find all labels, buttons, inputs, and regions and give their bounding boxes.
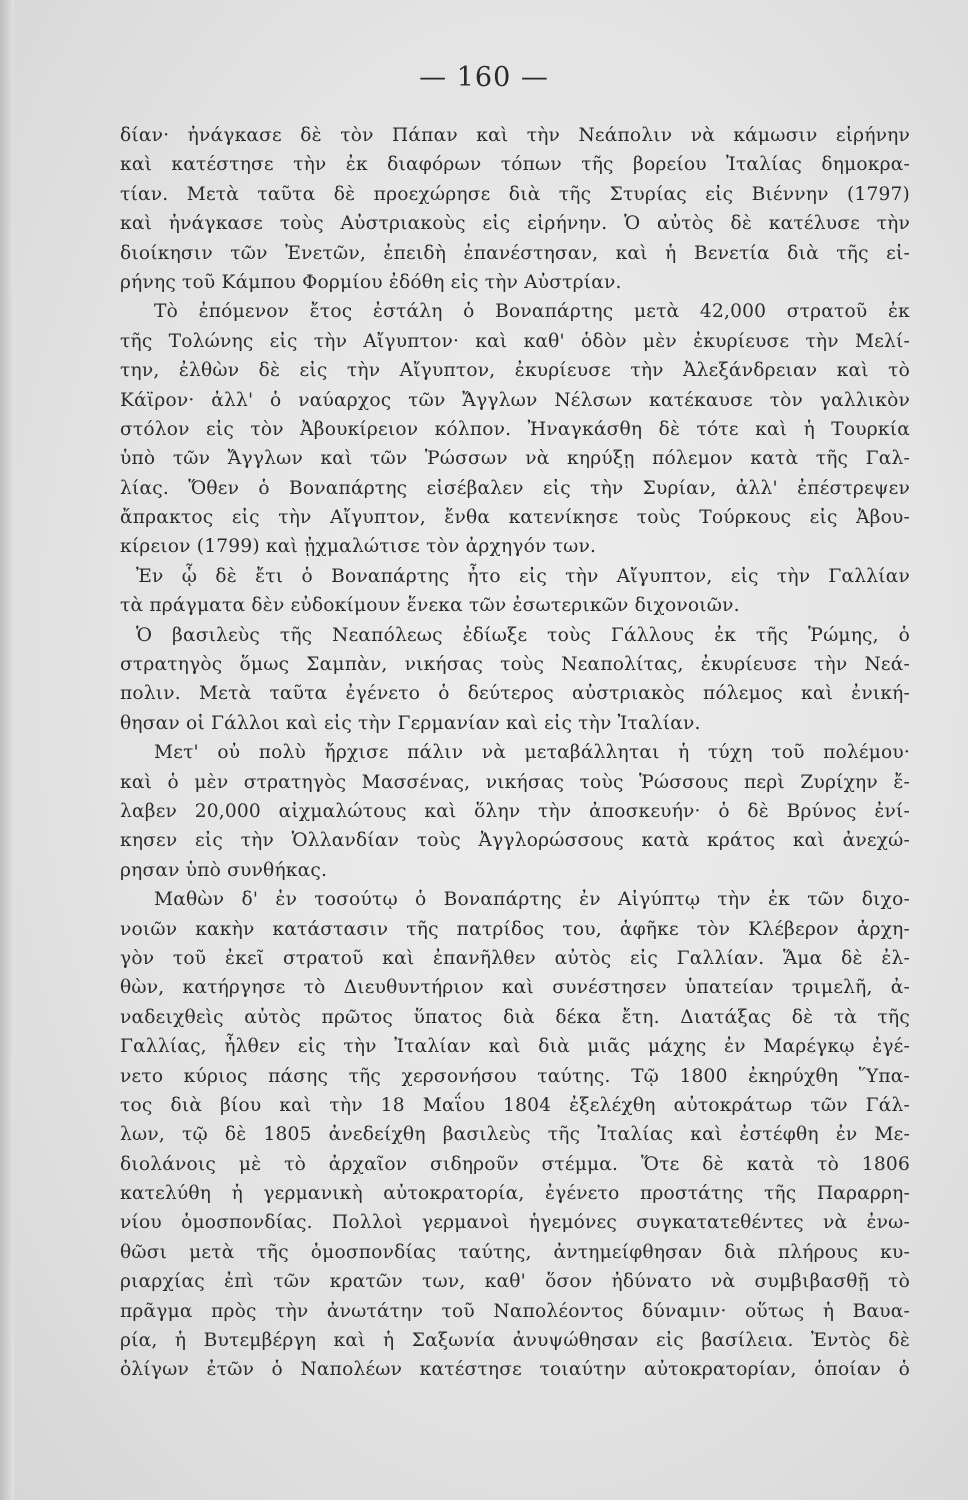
text-line: καὶ ἠνάγκασε τοὺς Αὐστριακοὺς εἰς εἰρήνην. Ὁ αὐτὸς δὲ κατέλυσε τὴν xyxy=(120,213,910,235)
text-line: γὸν τοῦ ἐκεῖ στρατοῦ καὶ ἐπανῆλθεν αὐτὸς εἰς Γαλλίαν. Ἅμα δὲ ἐλ- xyxy=(120,947,910,969)
text-line: ὀλίγων ἐτῶν ὁ Ναπολέων κατέστησε τοιαύτην αὐτοκρατορίαν, ὁποίαν ὁ xyxy=(120,1359,910,1381)
text-line: Ἐν ᾧ δὲ ἔτι ὁ Βοναπάρτης ἦτο εἰς τὴν Αἴγυπτον, εἰς τὴν Γαλλίαν xyxy=(136,565,910,587)
text-line: ρία, ἡ Βυτεμβέργη καὶ ἡ Σαξωνία ἀνυψώθησαν εἰς βασίλεια. Ἐντὸς δὲ xyxy=(120,1330,910,1352)
text-line: πρᾶγμα πρὸς τὴν ἀνωτάτην τοῦ Ναπολέοντος δύναμιν· οὕτως ἡ Βαυα- xyxy=(120,1300,910,1322)
text-line: νετο κύριος πάσης τῆς χερσονήσου ταύτης. Τῷ 1800 ἐκηρύχθη Ὕπα- xyxy=(120,1065,910,1087)
text-line: λων, τῷ δὲ 1805 ἀνεδείχθη βασιλεὺς τῆς Ἰταλίας καὶ ἐστέφθη ἐν Με- xyxy=(120,1124,910,1146)
text-line: Γαλλίας, ἦλθεν εἰς τὴν Ἰταλίαν καὶ διὰ μιᾶς μάχης ἐν Μαρέγκῳ ἐγέ- xyxy=(120,1036,910,1058)
text-line: λίας. Ὅθεν ὁ Βοναπάρτης εἰσέβαλεν εἰς τὴν Συρίαν, ἀλλ' ἐπέστρεψεν xyxy=(120,477,910,499)
text-line: λαβεν 20,000 αἰχμαλώτους καὶ ὅλην τὴν ἀποσκευήν· ὁ δὲ Βρύνος ἐνί- xyxy=(120,800,910,822)
text-line: δίαν· ἠνάγκασε δὲ τὸν Πάπαν καὶ τὴν Νεάπολιν νὰ κάμωσιν εἰρήνην xyxy=(120,125,910,146)
text-line: κίρειον (1799) καὶ ᾐχμαλώτισε τὸν ἀρχηγόν των. xyxy=(120,536,597,558)
text-line: διοίκησιν τῶν Ἐνετῶν, ἐπειδὴ ἐπανέστησαν, καὶ ἡ Βενετία διὰ τῆς εἰ- xyxy=(120,242,910,264)
text-line: νοιῶν κακὴν κατάστασιν τῆς πατρίδος του, ἀφῆκε τὸν Κλέβερον ἀρχη- xyxy=(120,918,910,940)
text-line: ὑπὸ τῶν Ἄγγλων καὶ τῶν Ῥώσσων νὰ κηρύξῃ πόλεμον κατὰ τῆς Γαλ- xyxy=(120,448,910,470)
text-line: ἄπρακτος εἰς τὴν Αἴγυπτον, ἔνθα κατενίκησε τοὺς Τούρκους εἰς Ἀβου- xyxy=(120,507,910,529)
text-line: στρατηγὸς ὅμως Σαμπὰν, νικήσας τοὺς Νεαπολίτας, ἐκυρίευσε τὴν Νεά- xyxy=(120,654,910,676)
text-line: τος διὰ βίου καὶ τὴν 18 Μαΐου 1804 ἐξελέχθη αὐτοκράτωρ τῶν Γάλ- xyxy=(120,1094,910,1116)
text-line: κατελύθη ἡ γερμανικὴ αὐτοκρατορία, ἐγένετο προστάτης τῆς Παραρρη- xyxy=(120,1183,910,1205)
text-line: Τὸ ἐπόμενον ἔτος ἐστάλη ὁ Βοναπάρτης μετὰ 42,000 στρατοῦ ἐκ xyxy=(154,301,910,323)
text-line: διολάνοις μὲ τὸ ἀρχαῖον σιδηροῦν στέμμα. Ὅτε δὲ κατὰ τὸ 1806 xyxy=(120,1153,910,1175)
text-line: ριαρχίας ἐπὶ τῶν κρατῶν των, καθ' ὅσον ἠδύνατο νὰ συμβιβασθῇ τὸ xyxy=(120,1271,910,1293)
text-line: Ὁ βασιλεὺς τῆς Νεαπόλεως ἐδίωξε τοὺς Γάλλους ἐκ τῆς Ῥώμης, ὁ xyxy=(136,624,910,646)
text-line: Μαθὼν δ' ἐν τοσούτῳ ὁ Βοναπάρτης ἐν Αἰγύπτῳ τὴν ἐκ τῶν διχο- xyxy=(154,889,910,911)
text-line: θησαν οἱ Γάλλοι καὶ εἰς τὴν Γερμανίαν καὶ εἰς τὴν Ἰταλίαν. xyxy=(120,712,701,734)
text-line: Μετ' οὐ πολὺ ἤρχισε πάλιν νὰ μεταβάλληται ἡ τύχη τοῦ πολέμου· xyxy=(154,742,910,764)
text-line: κησεν εἰς τὴν Ὁλλανδίαν τοὺς Ἀγγλορώσσους κατὰ κράτος καὶ ἀνεχώ- xyxy=(120,830,910,852)
text-line: τὰ πράγματα δὲν εὐδοκίμουν ἕνεκα τῶν ἐσωτερικῶν διχονοιῶν. xyxy=(120,595,740,617)
text-line: Κάϊρον· ἀλλ' ὁ ναύαρχος τῶν Ἄγγλων Νέλσων κατέκαυσε τὸν γαλλικὸν xyxy=(120,389,910,411)
text-line: τίαν. Μετὰ ταῦτα δὲ προεχώρησε διὰ τῆς Στυρίας εἰς Βιέννην (1797) xyxy=(120,183,910,205)
page-number: — 160 — xyxy=(419,62,549,93)
page-binding-shadow xyxy=(0,0,14,1500)
text-line: στόλον εἰς τὸν Ἀβουκίρειον κόλπον. Ἠναγκάσθη δὲ τότε καὶ ἡ Τουρκία xyxy=(120,418,910,440)
text-line: ναδειχθεὶς αὐτὸς πρῶτος ὕπατος διὰ δέκα ἔτη. Διατάξας δὲ τὰ τῆς xyxy=(120,1006,910,1028)
text-line: ρησαν ὑπὸ συνθήκας. xyxy=(120,859,328,881)
text-line: θὼν, κατήργησε τὸ Διευθυντήριον καὶ συνέστησεν ὑπατείαν τριμελῆ, ἀ- xyxy=(120,977,910,999)
text-line: νίου ὁμοσπονδίας. Πολλοὶ γερμανοὶ ἡγεμόνες συγκατατεθέντες νὰ ἐνω- xyxy=(120,1212,910,1234)
text-line: την, ἐλθὼν δὲ εἰς τὴν Αἴγυπτον, ἐκυρίευσε τὴν Ἀλεξάνδρειαν καὶ τὸ xyxy=(120,360,910,382)
text-line: καὶ ὁ μὲν στρατηγὸς Μασσένας, νικήσας τοὺς Ῥώσσους περὶ Ζυρίχην ἔ- xyxy=(120,771,910,793)
text-line: καὶ κατέστησε τὴν ἐκ διαφόρων τόπων τῆς βορείου Ἰταλίας δημοκρα- xyxy=(120,154,910,176)
page-text-body xyxy=(120,121,910,1385)
text-line: πολιν. Μετὰ ταῦτα ἐγένετο ὁ δεύτερος αὐστριακὸς πόλεμος καὶ ἐνική- xyxy=(120,683,910,705)
text-line: θῶσι μετὰ τῆς ὁμοσπονδίας ταύτης, ἀντημείφθησαν διὰ πλήρους κυ- xyxy=(120,1241,910,1263)
text-line: τῆς Τολώνης εἰς τὴν Αἴγυπτον· καὶ καθ' ὁδὸν μὲν ἐκυρίευσε τὴν Μελί- xyxy=(120,330,910,352)
text-line: ρήνης τοῦ Κάμπου Φορμίου ἐδόθη εἰς τὴν Αὐστρίαν. xyxy=(120,271,622,293)
